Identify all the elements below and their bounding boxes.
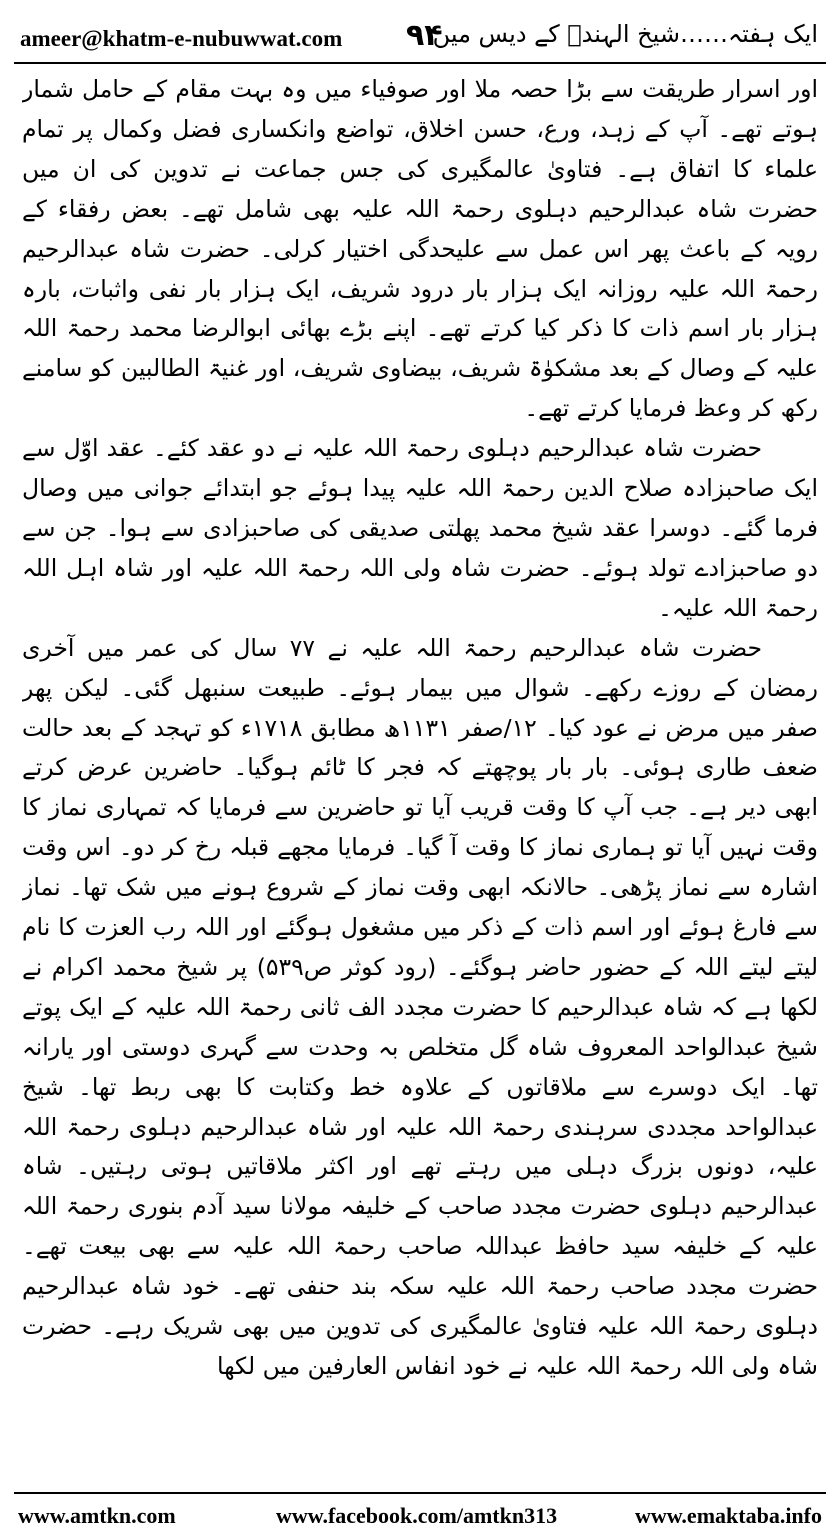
footer-link-emaktaba[interactable]: www.emaktaba.info — [634, 1503, 822, 1528]
page-body — [22, 70, 818, 1470]
footer-link-amtkn[interactable]: www.amtkn.com — [18, 1503, 176, 1528]
paragraph-3: حضرت شاہ عبدالرحیم رحمۃ اللہ علیہ نے ۷۷ سال کی عمر میں آخری رمضان کے روزے رکھے۔ شوال میں بیمار ہوئے۔ طبیعت سنبھل گئی۔ لیکن پھر صفر میں مرض نے عود کیا۔ ۱۲/صفر ۱۱۳۱ھ مطابق ۱۷۱۸ء کو تہجد کے بعد حالت ضعف طاری ہوئی۔ بار بار پوچھتے کہ فجر کا ٹائم ہوگیا۔ حاضرین عرض کرتے ابھی دیر ہے۔ جب آپ کا وقت قریب آیا تو حاضرین سے فرمایا کہ تمہاری نماز کا وقت نہیں آیا تو ہماری نماز کا وقت آ گیا۔ فرمایا مجھے قبلہ رخ کر دو۔ اس وقت اشارہ سے نماز پڑھی۔ حالانکہ ابھی وقت نماز کے شروع ہونے میں شک تھا۔ نماز سے فارغ ہوئے اور اسم ذات کے ذکر میں مشغول ہوگئے اور اللہ رب العزت کا نام لیتے لیتے اللہ کے حضور حاضر ہوگئے۔ (رود کوثر ص۵۳۹) پر شیخ محمد اکرام نے لکھا ہے کہ شاہ عبدالرحیم کا حضرت مجدد الف ثانی رحمۃ اللہ علیہ کے ایک پوتے شیخ عبدالواحد المعروف شاہ گل متخلص بہ وحدت سے گہری دوستی اور یارانہ تھا۔ ایک دوسرے سے ملاقاتوں کے علاوہ خط وکتابت کا بھی ربط تھا۔ شیخ عبدالواحد مجددی سرہندی رحمۃ اللہ علیہ اور شاہ عبدالرحیم دہلوی رحمۃ اللہ علیہ، دونوں بزرگ دہلی میں رہتے تھے اور اکثر ملاقاتیں ہوتی رہتیں۔ شاہ عبدالرحیم دہلوی حضرت مجدد صاحب کے خلیفہ مولانا سید آدم بنوری رحمۃ اللہ علیہ کے خلیفہ سید حافظ عبداللہ صاحب رحمۃ اللہ علیہ سے بھی بیعت تھے۔ حضرت مجدد صاحب رحمۃ اللہ علیہ سکہ بند حنفی تھے۔ خود شاہ عبدالرحیم دہلوی رحمۃ اللہ علیہ فتاویٰ عالمگیری کی تدوین میں بھی شریک رہے۔ حضرت شاہ ولی اللہ رحمۃ اللہ علیہ نے خود انفاس العارفین میں لکھا — [22, 633, 818, 1380]
header-email: ameer@khatm-e-nubuwwat.com — [20, 26, 343, 51]
page-footer — [14, 1492, 826, 1534]
running-title: ایک ہفتہ……شیخ الہندؒ کے دیس میں — [432, 20, 818, 48]
page-number: ۹۴ — [406, 18, 443, 53]
paragraph-1: اور اسرار طریقت سے بڑا حصہ ملا اور صوفیاء میں وہ بہت مقام کے حامل شمار ہوتے تھے۔ آپ کے زہد، ورع، حسن اخلاق، تواضع وانکساری فضل وکمال پر تمام علماء کا اتفاق ہے۔ فتاویٰ عالمگیری کی جس جماعت نے تدوین کی ان میں حضرت شاہ عبدالرحیم دہلوی رحمۃ اللہ علیہ بھی شامل تھے۔ بعض رفقاء کے رویہ کے باعث پھر اس عمل سے علیحدگی اختیار کرلی۔ حضرت شاہ عبدالرحیم رحمۃ اللہ علیہ روزانہ ایک ہزار بار درود شریف، ایک ہزار بار نفی واثبات، بارہ ہزار بار اسم ذات کا ذکر کیا کرتے تھے۔ اپنے بڑے بھائی ابوالرضا محمد رحمۃ اللہ علیہ کے وصال کے بعد مشکوٰۃ شریف، بیضاوی شریف، اور غنیۃ الطالبین کو سامنے رکھ کر وعظ فرمایا کرتے تھے۔ — [22, 75, 818, 423]
page-header — [14, 16, 826, 64]
paragraph-2: حضرت شاہ عبدالرحیم دہلوی رحمۃ اللہ علیہ نے دو عقد کئے۔ عقد اوّل سے ایک صاحبزادہ صلاح الدین رحمۃ اللہ علیہ پیدا ہوئے جو ابتدائے جوانی میں وصال فرما گئے۔ دوسرا عقد شیخ محمد پھلتی صدیقی کی صاحبزادی سے ہوا۔ جن سے دو صاحبزادے تولد ہوئے۔ حضرت شاہ ولی اللہ رحمۃ اللہ علیہ اور شاہ اہل اللہ رحمۃ اللہ علیہ۔ — [22, 434, 818, 622]
footer-link-facebook[interactable]: www.facebook.com/amtkn313 — [276, 1503, 558, 1528]
